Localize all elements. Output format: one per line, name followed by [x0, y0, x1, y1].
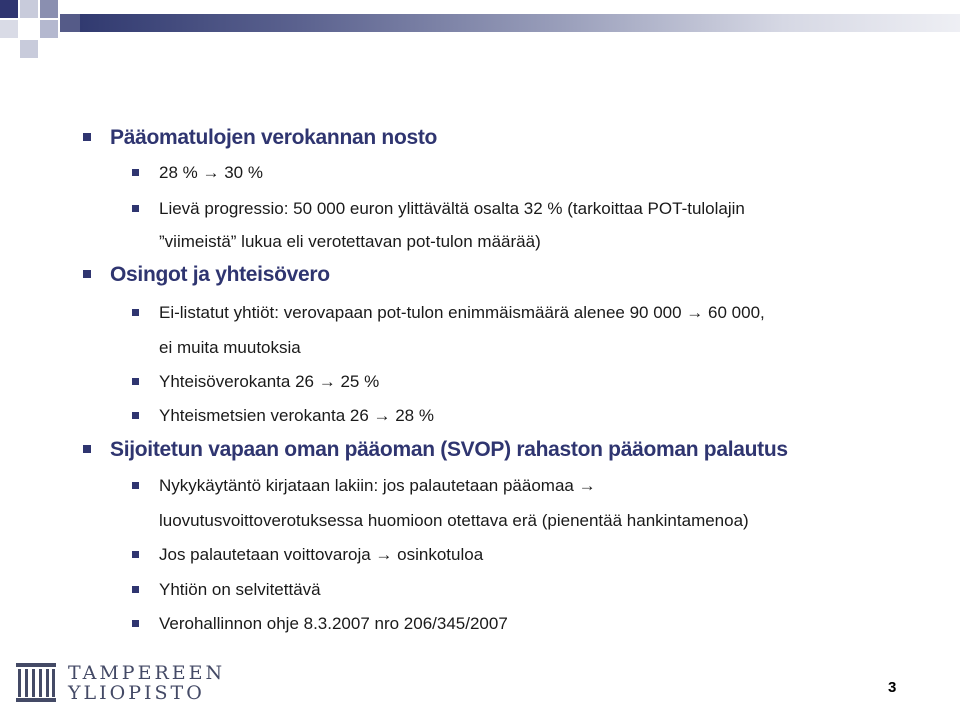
bullet-level2: Lievä progressio: 50 000 euron ylittävältä osalta 32 % (tarkoittaa POT-tulolajin	[159, 199, 745, 219]
bullet-level1: Sijoitetun vapaan oman pääoman (SVOP) rahaston pääoman palautus	[110, 438, 788, 462]
bullet-level1: Pääomatulojen verokannan nosto	[110, 126, 437, 150]
logo-line1: TAMPEREEN	[68, 662, 226, 684]
bullet-continuation: ei muita muutoksia	[159, 338, 301, 357]
bullet-level2: Yhteisöverokanta 26 → 25 %	[159, 372, 379, 392]
logo-emblem-icon	[16, 663, 56, 703]
bullet-continuation: ”viimeistä” lukua eli verotettavan pot-tulon määrää)	[159, 232, 541, 251]
bullet-continuation: luovutusvoittoverotuksessa huomioon otettava erä (pienentää hankintamenoa)	[159, 511, 749, 530]
logo-text	[68, 663, 268, 703]
bullet-level2: Yhtiön on selvitettävä	[159, 580, 321, 600]
bullet-level1: Osingot ja yhteisövero	[110, 263, 330, 287]
page-number: 3	[888, 679, 897, 696]
logo-line2: YLIOPISTO	[68, 682, 205, 704]
bullet-level2: Yhteismetsien verokanta 26 → 28 %	[159, 406, 434, 426]
bullet-level2: Verohallinnon ohje 8.3.2007 nro 206/345/2007	[159, 614, 508, 634]
bullet-level2: Jos palautetaan voittovaroja → osinkotuloa	[159, 545, 483, 565]
bullet-level2: Nykykäytäntö kirjataan lakiin: jos palautetaan pääomaa →	[159, 476, 596, 496]
bullet-level2: 28 % → 30 %	[159, 163, 263, 183]
bullet-level2: Ei-listatut yhtiöt: verovapaan pot-tulon enimmäismäärä alenee 90 000 → 60 000,	[159, 303, 765, 323]
